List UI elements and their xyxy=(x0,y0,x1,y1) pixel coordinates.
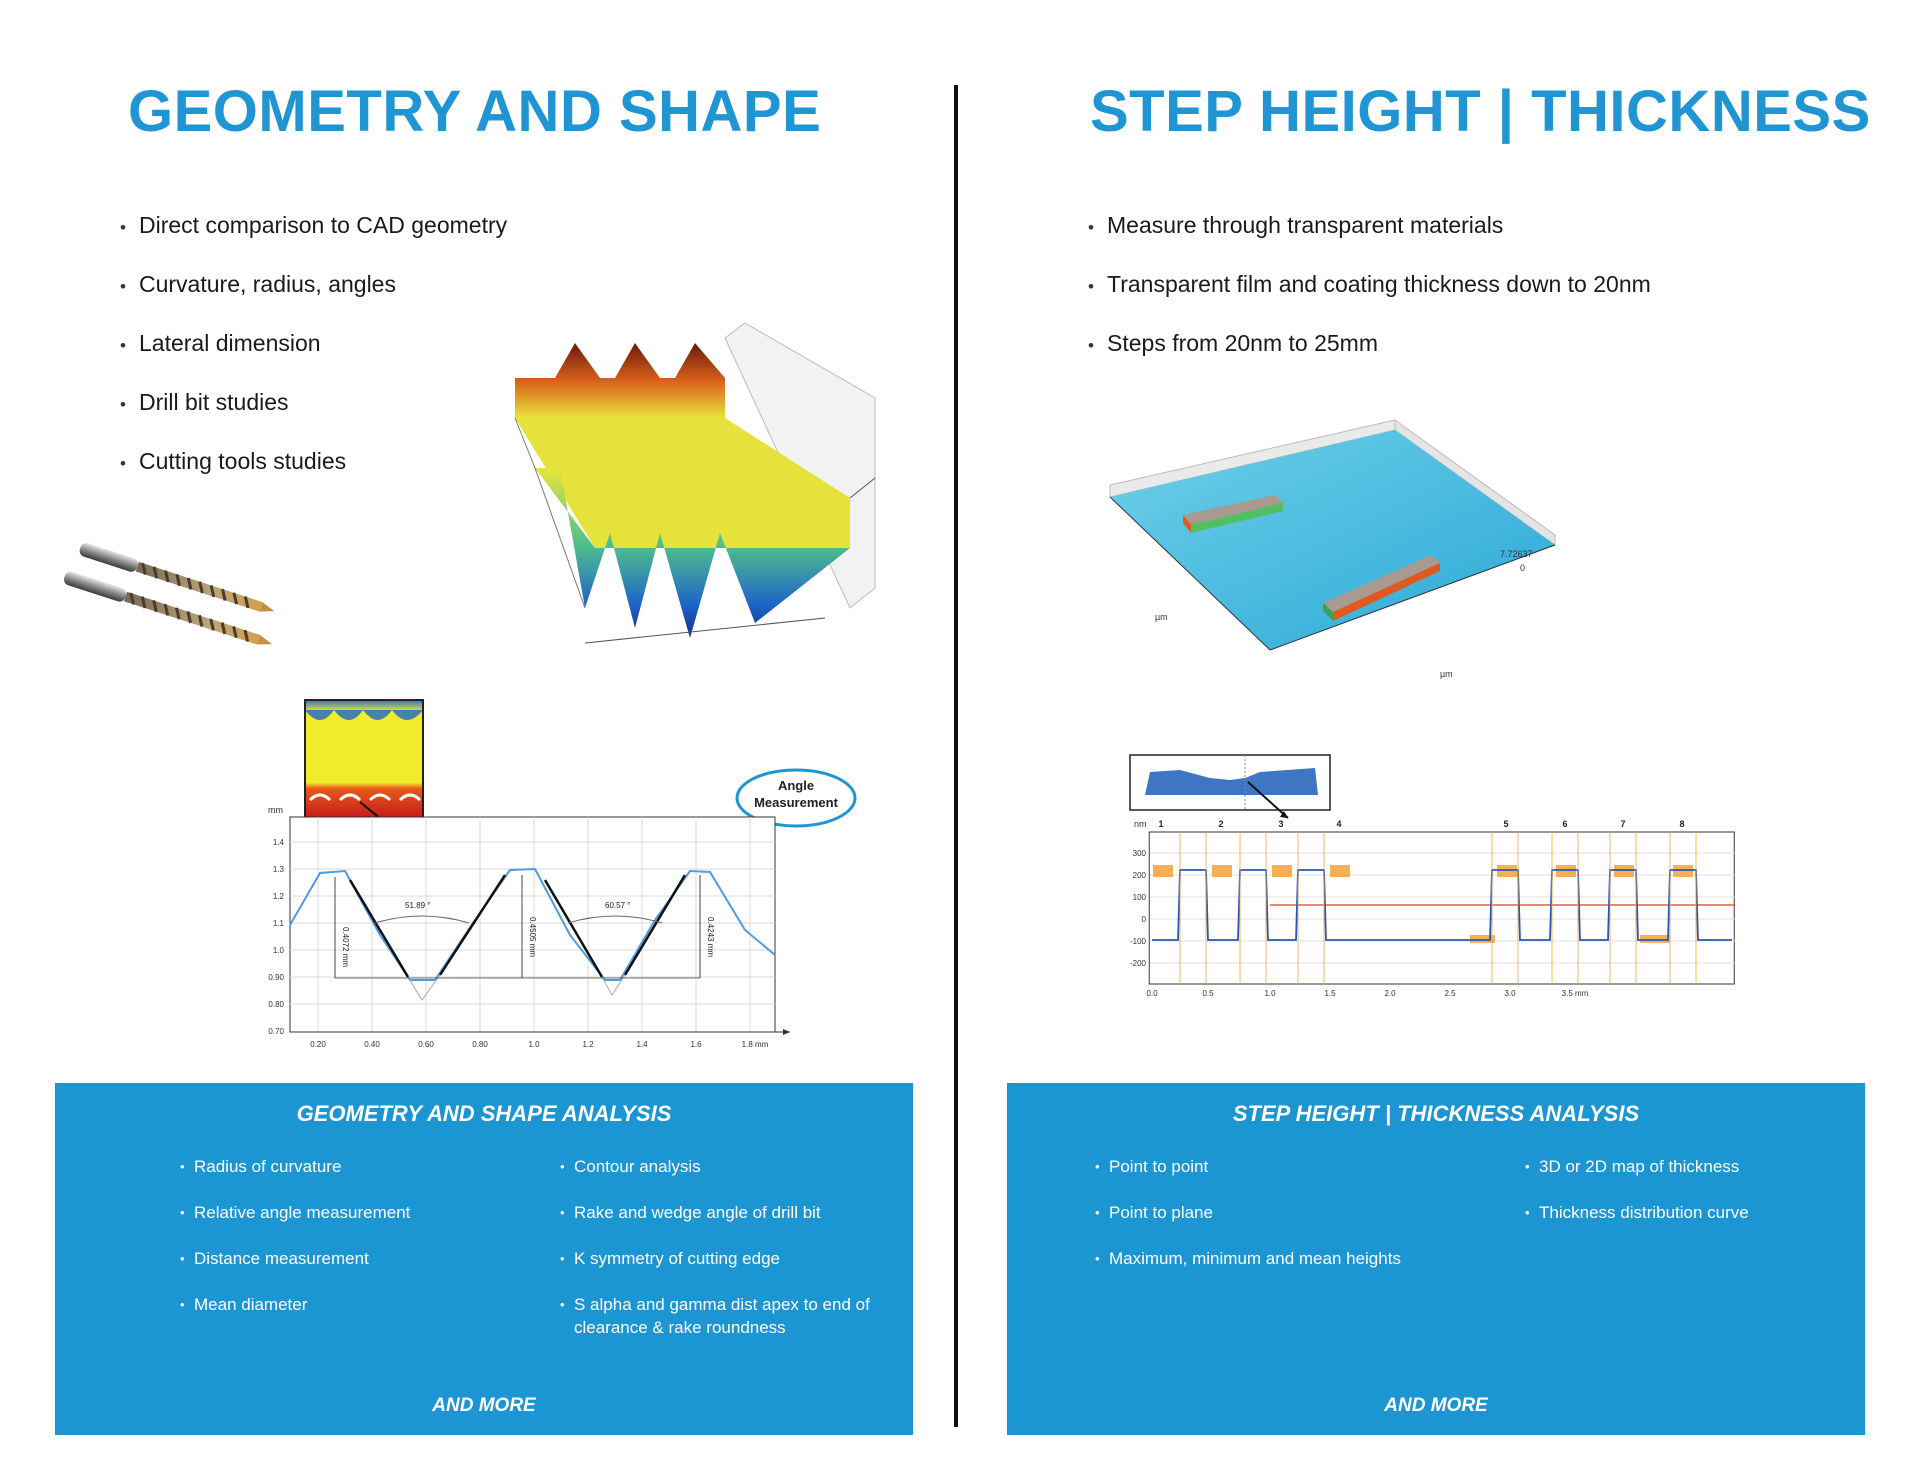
step-label: 3 xyxy=(1278,819,1284,829)
profile-y-tick: 1.3 xyxy=(272,865,284,874)
step-height-bullet: • Measure through transparent materials xyxy=(1088,205,1651,264)
geometry-analysis-item: • Radius of curvature xyxy=(180,1155,520,1201)
step-y-unit: nm xyxy=(1134,819,1147,829)
geometry-analysis-list-1 xyxy=(180,1155,520,1339)
surface-zero-value: 0 xyxy=(1520,563,1526,573)
step-label: 5 xyxy=(1503,819,1509,829)
profile-y-tick: 0.80 xyxy=(268,1000,284,1009)
step-x-tick: 1.0 xyxy=(1264,989,1276,998)
step-x-tick: 1.5 xyxy=(1324,989,1336,998)
step-label: 4 xyxy=(1336,819,1342,829)
profile-x-tick: 0.80 xyxy=(472,1040,488,1049)
step-height-analysis-item: • Point to plane xyxy=(1095,1201,1475,1247)
profile-x-tick: 1.2 xyxy=(582,1040,594,1049)
geometry-analysis-item: • Rake and wedge angle of drill bit xyxy=(560,1201,890,1247)
step-label: 1 xyxy=(1158,819,1164,829)
step-height-analysis-list-1 xyxy=(1095,1155,1475,1293)
step-height-analysis-item: • Maximum, minimum and mean heights xyxy=(1095,1247,1475,1293)
step-y-tick: 200 xyxy=(1132,871,1146,880)
surface-max-value: 7.72637 xyxy=(1500,549,1533,559)
step-y-tick: 0 xyxy=(1141,915,1146,924)
angle-label-2: 60.57 ° xyxy=(605,901,631,910)
step-x-tick: 0.0 xyxy=(1146,989,1158,998)
distance-label-3: 0.4243 mm xyxy=(706,917,715,958)
geometry-analysis-item: • K symmetry of cutting edge xyxy=(560,1247,890,1293)
geometry-analysis-item: • Distance measurement xyxy=(180,1247,520,1293)
step-x-tick: 2.0 xyxy=(1384,989,1396,998)
step-x-tick: 0.5 xyxy=(1202,989,1214,998)
profile-graph xyxy=(250,695,870,1065)
step-height-analysis-item: • Point to point xyxy=(1095,1155,1475,1201)
geometry-bullet: • Cutting tools studies xyxy=(120,441,507,500)
geometry-analysis-item: • S alpha and gamma dist apex to end of clearance & rake roundness xyxy=(560,1293,890,1339)
step-y-tick: -200 xyxy=(1129,959,1146,968)
profile-x-tick: 0.20 xyxy=(310,1040,326,1049)
geometry-title: GEOMETRY AND SHAPE xyxy=(128,79,822,144)
profile-x-tick: 1.0 xyxy=(528,1040,540,1049)
geometry-analysis-list-2 xyxy=(560,1155,890,1339)
step-height-bullet-list xyxy=(1088,205,1651,382)
step-height-analysis-item: • 3D or 2D map of thickness xyxy=(1525,1155,1845,1201)
geometry-column xyxy=(0,0,950,1484)
step-x-tick: 3.5 mm xyxy=(1561,989,1589,998)
geometry-analysis-heading: GEOMETRY AND SHAPE ANALYSIS xyxy=(296,1101,672,1126)
column-divider xyxy=(954,85,958,1427)
geometry-and-more: AND MORE xyxy=(432,1395,536,1416)
drill-bits-image xyxy=(60,535,300,685)
step-y-tick: -100 xyxy=(1129,937,1146,946)
step-height-bullet: • Steps from 20nm to 25mm xyxy=(1088,323,1651,382)
profile-y-tick: 1.4 xyxy=(272,838,284,847)
geometry-bullet: • Curvature, radius, angles xyxy=(120,264,507,323)
profile-y-tick: 1.2 xyxy=(272,892,284,901)
profile-y-tick: 0.70 xyxy=(268,1027,284,1036)
step-height-analysis-box xyxy=(1007,1083,1865,1435)
step-height-analysis-item: • Thickness distribution curve xyxy=(1525,1201,1845,1247)
step-height-bullet: • Transparent film and coating thickness down to 20nm xyxy=(1088,264,1651,323)
distance-label-2: 0.4505 mm xyxy=(528,917,537,958)
profile-x-tick: 0.40 xyxy=(364,1040,380,1049)
angle-callout-line1: Angle xyxy=(777,778,815,793)
profile-x-tick: 0.60 xyxy=(418,1040,434,1049)
step-height-analysis-list-2 xyxy=(1525,1155,1845,1247)
step-x-tick: 3.0 xyxy=(1504,989,1516,998)
profile-x-tick: 1.4 xyxy=(636,1040,648,1049)
step-height-graph xyxy=(1120,750,1740,1000)
profile-y-unit: mm xyxy=(268,805,283,815)
profile-x-tick: 1.8 mm xyxy=(741,1040,769,1049)
surface-x-unit: µm xyxy=(1155,612,1168,622)
step-x-tick: 2.5 xyxy=(1444,989,1456,998)
step-height-column xyxy=(960,0,1920,1484)
step-height-analysis-heading: STEP HEIGHT | THICKNESS ANALYSIS xyxy=(1232,1101,1640,1126)
geometry-analysis-item: • Contour analysis xyxy=(560,1155,890,1201)
geometry-analysis-item: • Mean diameter xyxy=(180,1293,520,1339)
profile-y-tick: 1.1 xyxy=(272,919,284,928)
step-surface-3d-image xyxy=(1095,415,1575,715)
step-label: 7 xyxy=(1620,819,1626,829)
geometry-analysis-item: • Relative angle measurement xyxy=(180,1201,520,1247)
geometry-analysis-box xyxy=(55,1083,913,1435)
drill-surface-3d-image xyxy=(495,318,905,663)
geometry-bullet-list xyxy=(120,205,507,500)
geometry-bullet: • Lateral dimension xyxy=(120,323,507,382)
surface-y-unit: µm xyxy=(1440,669,1453,679)
step-label: 6 xyxy=(1562,819,1568,829)
angle-callout-line2: Measurement xyxy=(754,795,838,810)
angle-label-1: 51.89 ° xyxy=(405,901,431,910)
geometry-bullet: • Drill bit studies xyxy=(120,382,507,441)
step-y-tick: 300 xyxy=(1132,849,1146,858)
distance-label-1: 0.4072 mm xyxy=(341,927,350,968)
profile-y-tick: 1.0 xyxy=(272,946,284,955)
profile-x-tick: 1.6 xyxy=(690,1040,702,1049)
step-y-tick: 100 xyxy=(1132,893,1146,902)
step-label: 8 xyxy=(1679,819,1685,829)
step-height-title: STEP HEIGHT | THICKNESS xyxy=(1090,79,1871,144)
profile-y-tick: 0.90 xyxy=(268,973,284,982)
step-label: 2 xyxy=(1218,819,1224,829)
step-height-and-more: AND MORE xyxy=(1384,1395,1488,1416)
geometry-bullet: • Direct comparison to CAD geometry xyxy=(120,205,507,264)
